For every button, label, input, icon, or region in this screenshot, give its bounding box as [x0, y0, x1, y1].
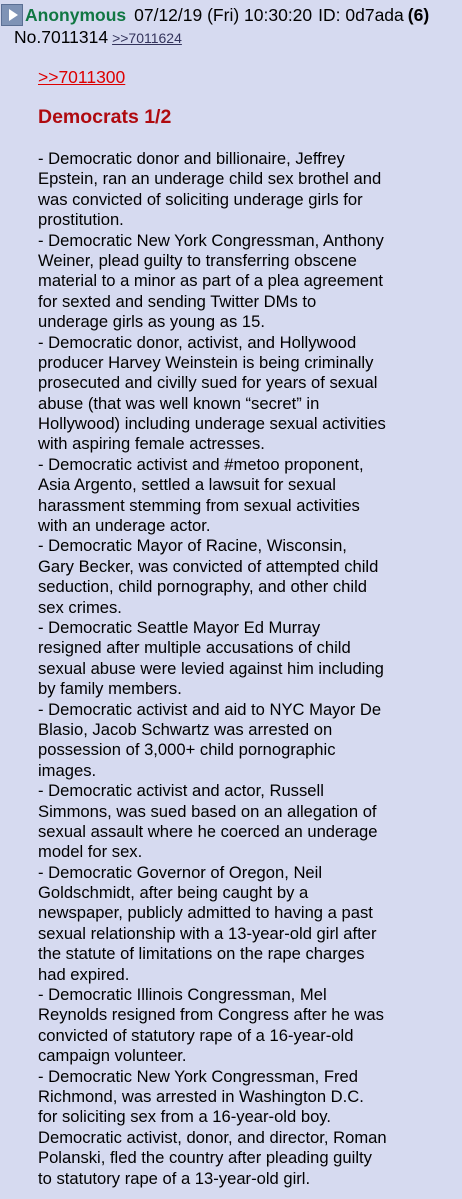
body-line: - Democratic activist and actor, Russell — [38, 781, 324, 801]
post-body — [38, 149, 462, 1189]
post-number[interactable]: No.7011314 — [14, 27, 109, 47]
post-title: Democrats 1/2 — [38, 106, 172, 128]
post-header — [0, 4, 462, 26]
body-line: prostitution. — [38, 210, 124, 230]
body-line: harassment stemming from sexual activities — [38, 495, 360, 515]
post-date: 07/12/19 (Fri) 10:30:20 — [134, 5, 313, 25]
body-line: campaign volunteer. — [38, 1046, 187, 1066]
body-line: sexual assault where he coerced an underage — [38, 821, 378, 841]
body-line: sex crimes. — [38, 597, 122, 617]
body-line: Epstein, ran an underage child sex brothel and — [38, 169, 382, 189]
body-line: had expired. — [38, 964, 130, 984]
body-line: possession of 3,000+ child pornographic — [38, 740, 336, 760]
body-line: Polanski, fled the country after pleading guilty — [38, 1148, 372, 1168]
poster-id[interactable]: ID: 0d7ada — [318, 5, 404, 25]
body-line: - Democratic Illinois Congressman, Mel — [38, 985, 327, 1005]
body-line: - Democratic Governor of Oregon, Neil — [38, 862, 323, 882]
body-line: by family members. — [38, 679, 182, 699]
body-line: for soliciting sex from a 16-year-old boy. — [38, 1107, 331, 1127]
body-line: Goldschmidt, after being caught by a — [38, 883, 309, 903]
body-line: - Democratic donor and billionaire, Jeffrey — [38, 149, 345, 168]
body-line: with an underage actor. — [38, 516, 211, 536]
body-line: model for sex. — [38, 842, 143, 862]
body-line: - Democratic Seattle Mayor Ed Murray — [38, 617, 321, 637]
body-line: sexual abuse were levied against him including — [38, 658, 384, 678]
body-line: - Democratic Mayor of Racine, Wisconsin, — [38, 536, 347, 556]
body-line: sexual relationship with a 13-year-old girl after — [38, 923, 377, 943]
body-line: prosecuted and civilly sued for years of sexual — [38, 373, 378, 393]
body-line: with aspiring female actresses. — [38, 434, 265, 454]
body-line: Blasio, Jacob Schwartz was arrested on — [38, 719, 333, 739]
body-line: abuse (that was well known “secret” in — [38, 393, 320, 413]
body-line: Gary Becker, was convicted of attempted child — [38, 556, 379, 576]
body-line: the statute of limitations on the rape charges — [38, 944, 365, 964]
body-line: for sexted and sending Twitter DMs to — [38, 291, 317, 311]
body-line: Reynolds resigned from Congress after he was — [38, 1005, 384, 1025]
body-line: resigned after multiple accusations of child — [38, 638, 351, 658]
body-line: seduction, child pornography, and other child — [38, 577, 368, 597]
body-line: Asia Argento, settled a lawsuit for sexual — [38, 475, 336, 495]
body-line: - Democratic New York Congressman, Anthony — [38, 230, 384, 250]
body-line: Hollywood) including underage sexual activities — [38, 414, 386, 434]
body-line: was convicted of soliciting underage girls for — [38, 189, 363, 209]
body-line: - Democratic activist and aid to NYC Mayor De — [38, 699, 382, 719]
body-line: convicted of statutory rape of a 16-year-old — [38, 1025, 354, 1045]
body-line: Simmons, was sued based on an allegation of — [38, 801, 377, 821]
post-count: (6) — [407, 5, 430, 25]
body-line: material to a minor as part of a plea agreement — [38, 271, 383, 291]
body-line: - Democratic activist and #metoo proponent, — [38, 454, 364, 474]
body-line: - Democratic donor, activist, and Hollywood — [38, 332, 357, 352]
body-line: Democratic activist, donor, and director, Roman — [38, 1127, 387, 1147]
body-line: underage girls as young as 15. — [38, 312, 265, 332]
body-line: Richmond, was arrested in Washington D.C. — [38, 1086, 364, 1106]
backlink[interactable]: >>7011624 — [112, 30, 182, 46]
body-line: Weiner, plead guilty to transferring obscene — [38, 250, 357, 270]
body-line: producer Harvey Weinstein is being criminally — [38, 352, 374, 372]
body-line: images. — [38, 760, 97, 780]
play-arrow-icon[interactable] — [1, 4, 23, 26]
post-subheader — [14, 26, 182, 49]
poster-name: Anonymous — [25, 5, 127, 25]
quote-link[interactable]: >>7011300 — [38, 67, 126, 87]
body-line: to statutory rape of a 13-year-old girl. — [38, 1168, 311, 1188]
body-line: - Democratic New York Congressman, Fred — [38, 1066, 359, 1086]
body-line: newspaper, publicly admitted to having a past — [38, 903, 373, 923]
